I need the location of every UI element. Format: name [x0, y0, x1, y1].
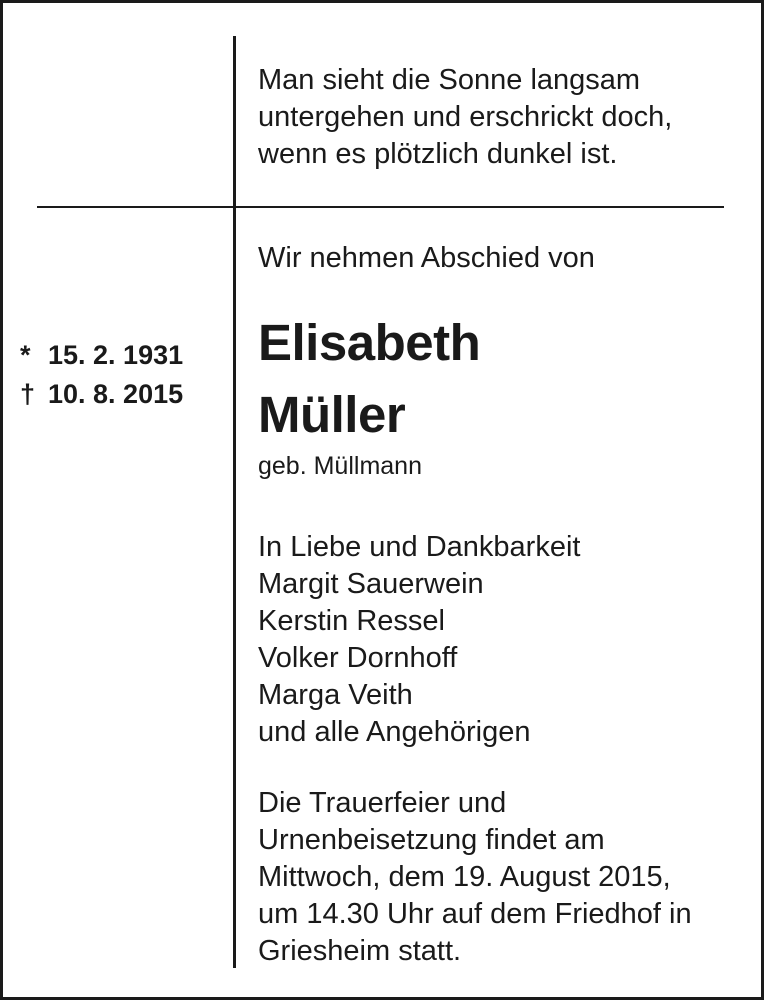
birth-date-row [20, 337, 183, 373]
mourners-line: In Liebe und Dankbarkeit [258, 531, 581, 563]
funeral-line: Urnenbeisetzung findet am [258, 824, 605, 856]
funeral-details [258, 785, 692, 970]
funeral-line: Mittwoch, dem 19. August 2015, [258, 861, 671, 893]
funeral-line: um 14.30 Uhr auf dem Friedhof in [258, 898, 692, 930]
funeral-line: Die Trauerfeier und [258, 787, 507, 819]
funeral-line: Griesheim statt. [258, 935, 462, 967]
vertical-divider-main [233, 211, 236, 968]
motto-line: Man sieht die Sonne langsam [258, 64, 641, 96]
farewell-intro: Wir nehmen Abschied von [258, 242, 595, 274]
deceased-last-name: Müller [258, 386, 406, 443]
cross-symbol: † [20, 379, 36, 409]
mourner-name: Marga Veith [258, 679, 413, 711]
motto-line: wenn es plötzlich dunkel ist. [258, 138, 618, 170]
birth-symbol: * [20, 340, 31, 370]
vertical-divider-top [233, 36, 236, 211]
deceased-first-name: Elisabeth [258, 314, 481, 371]
mourner-name: Kerstin Ressel [258, 605, 445, 637]
mourners-line: und alle Angehörigen [258, 716, 531, 748]
motto-line: untergehen und erschrickt doch, [258, 101, 673, 133]
birth-date: 15. 2. 1931 [48, 340, 184, 370]
mourner-name: Volker Dornhoff [258, 642, 458, 674]
deceased-maiden-name: geb. Müllmann [258, 452, 422, 480]
horizontal-divider [37, 206, 724, 208]
mourner-name: Margit Sauerwein [258, 568, 484, 600]
death-date-row [20, 376, 183, 412]
mourners-list [258, 529, 580, 751]
death-date: 10. 8. 2015 [48, 379, 184, 409]
motto-verse [258, 62, 672, 173]
